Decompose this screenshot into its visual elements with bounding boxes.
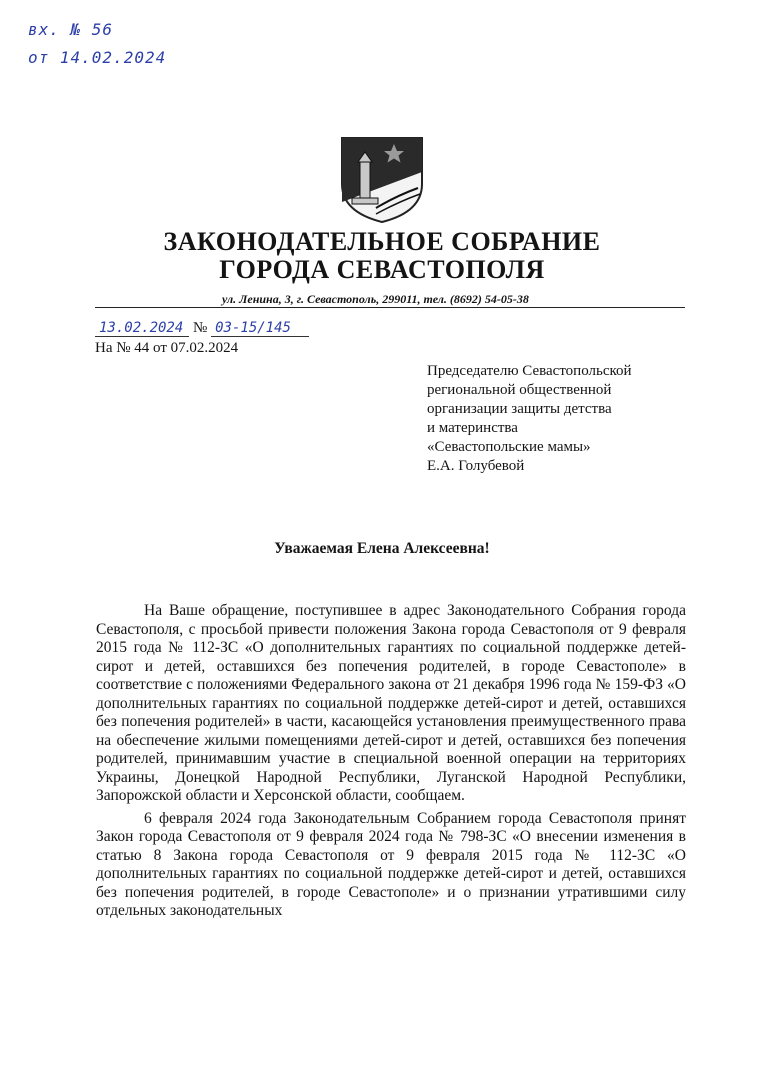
letter-body <box>96 602 686 925</box>
recipient-line: Председателю Севастопольской <box>427 363 632 379</box>
sevastopol-coat-of-arms-icon <box>336 132 428 229</box>
salutation: Уважаемая Елена Алексеевна! <box>274 540 490 557</box>
outgoing-reference <box>95 320 309 337</box>
outgoing-number-handwritten: 03-15/145 <box>211 320 309 337</box>
number-sign: № <box>193 320 208 336</box>
recipient-line: «Севастопольские мамы» <box>427 439 591 455</box>
outgoing-date-handwritten: 13.02.2024 <box>95 320 189 337</box>
org-title-line1: ЗАКОНОДАТЕЛЬНОЕ СОБРАНИЕ <box>163 227 601 256</box>
recipient-line: организации защиты детства <box>427 401 612 417</box>
header-divider <box>95 307 685 308</box>
reply-to-reference: На № 44 от 07.02.2024 <box>95 340 239 356</box>
body-paragraph: 6 февраля 2024 года Законодательным Собранием города Севастополя принят Закон города Севастополя от 9 февраля 2024 года № 798-ЗС «О внесении изменения в статью 8 Закона города Севастополя от 9 февраля 2015 года № 112-ЗС «О дополнительных гарантиях по социальной поддержке детей-сирот и детей, оставшихся без попечения родителей, в городе Севастополе» и о признании утратившими силу отдельных законодательных <box>96 809 686 919</box>
recipient-line: Е.А. Голубевой <box>427 458 525 474</box>
body-paragraph: На Ваше обращение, поступившее в адрес Законодательного Собрания города Севастополя, с просьбой привести положения Закона города Севастополя от 9 февраля 2015 года № 112-ЗС «О дополнительных гарантиях по социальной поддержке детей-сирот и детей, оставшихся без попечения родителей, в городе Севастополе» в соответствие с положениями Федерального закона от 21 декабря 1996 года № 159-ФЗ «О дополнительных гарантиях по социальной поддержке детей-сирот и детей, оставшихся без попечения родителей» в части, касающейся установления преимущественного права на обеспечение жилыми помещениями детей-сирот и детей, оставшихся без попечения родителей, принимавшим участие в специальной военной операции на территориях Украины, Донецкой Народной Республики, Луганской Народной Республики, Запорожской области и Херсонской области, сообщаем. <box>96 602 686 804</box>
recipient-block <box>427 362 697 476</box>
recipient-line: и материнства <box>427 420 518 436</box>
incoming-number-handwritten: вх. № 56 <box>28 20 114 39</box>
incoming-date-handwritten: от 14.02.2024 <box>28 48 167 67</box>
org-title-line2: ГОРОДА СЕВАСТОПОЛЯ <box>219 255 545 284</box>
recipient-line: региональной общественной <box>427 382 612 398</box>
org-address: ул. Ленина, 3, г. Севастополь, 299011, тел. (8692) 54-05-38 <box>222 292 529 306</box>
